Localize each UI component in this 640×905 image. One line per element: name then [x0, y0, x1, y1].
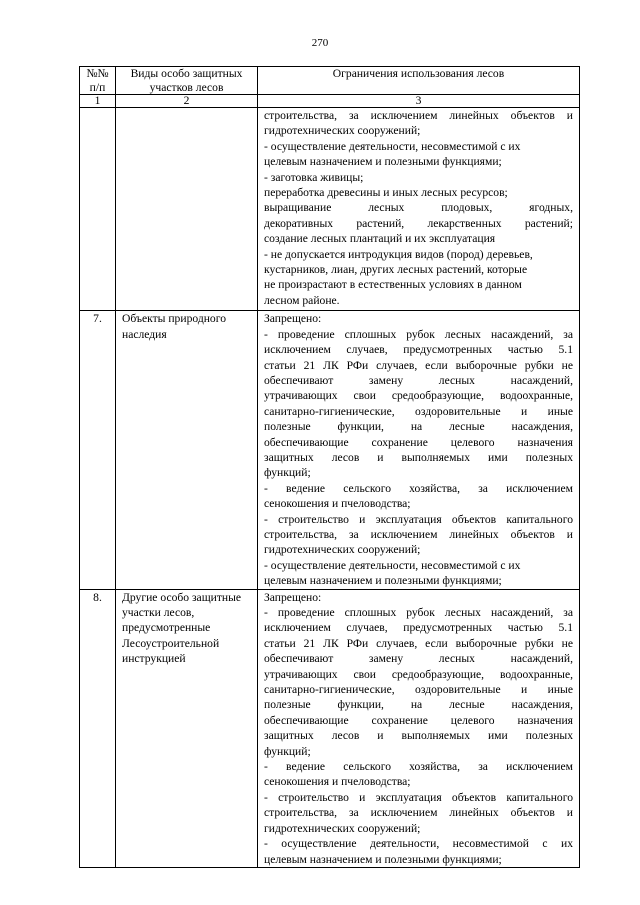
restriction-line: целевым назначением и полезными функциями;	[264, 155, 502, 169]
restriction-line: статьи 21 ЛК РФи случаев, если выборочные рубки не	[264, 636, 573, 650]
restriction-line: выращивание лесных плодовых, ягодных,	[264, 201, 573, 215]
restriction-line: утрачивающих свои средообразующие, водоохранные,	[264, 667, 573, 681]
restriction-line: исключением случаев, предусмотренных частью 5.1	[264, 621, 573, 635]
restriction-line: обеспечивают замену лесных насаждений,	[264, 652, 573, 666]
row-restrictions	[258, 311, 580, 589]
header-restrictions: Ограничения использования лесов	[258, 67, 580, 95]
row-number: 8.	[80, 589, 116, 867]
row-restrictions	[258, 108, 580, 311]
restriction-line: - строительство и эксплуатация объектов капитального	[264, 790, 573, 804]
restriction-line: - осуществление деятельности, несовместимой с их	[264, 837, 573, 851]
column-number: 1	[80, 95, 116, 108]
page-number: 270	[311, 37, 329, 49]
restriction-line: целевым назначением и полезными функциями;	[264, 574, 502, 588]
restriction-line: лесном районе.	[264, 293, 340, 307]
restriction-line: полезные функции, на лесные насаждения,	[264, 420, 573, 434]
restriction-line: полезные функции, на лесные насаждения,	[264, 698, 573, 712]
restriction-line: - ведение сельского хозяйства, за исключением	[264, 481, 573, 495]
restriction-line: обеспечивают замену лесных насаждений,	[264, 373, 573, 387]
row-number: 7.	[80, 311, 116, 589]
row-kind: Другие особо защитные участки лесов, предусмотренные Лесоустроительной инструкцией	[116, 589, 258, 867]
table-row	[80, 311, 580, 589]
table-row	[80, 589, 580, 867]
restriction-line: гидротехнических сооружений;	[264, 821, 421, 835]
restriction-line: не произрастают в естественных условиях в данном	[264, 278, 522, 292]
table-header-row	[80, 67, 580, 95]
restriction-line: - осуществление деятельности, несовместимой с их	[264, 558, 521, 572]
restriction-line: статьи 21 ЛК РФи случаев, если выборочные рубки не	[264, 358, 573, 372]
restriction-line: гидротехнических сооружений;	[264, 124, 421, 138]
restriction-line: санитарно-гигиенические, оздоровительные и иные	[264, 404, 573, 418]
column-number: 3	[258, 95, 580, 108]
restriction-line: Запрещено:	[264, 590, 322, 604]
row-kind: Объекты природного наследия	[116, 311, 258, 589]
restriction-line: обеспечивающие сохранение целевого назначения	[264, 435, 573, 449]
row-kind	[116, 108, 258, 311]
restriction-line: - проведение сплошных рубок лесных насаждений, за	[264, 327, 573, 341]
restriction-line: сенокошения и пчеловодства;	[264, 497, 411, 511]
restriction-line: строительства, за исключением линейных объектов и	[264, 109, 573, 122]
restriction-line: строительства, за исключением линейных объектов и	[264, 806, 573, 820]
restriction-line: переработка древесины и иных лесных ресурсов;	[264, 186, 508, 200]
column-number: 2	[116, 95, 258, 108]
restriction-line: целевым назначением и полезными функциями;	[264, 852, 502, 866]
table-row	[80, 108, 580, 311]
restriction-line: обеспечивающие сохранение целевого назначения	[264, 713, 573, 727]
restriction-line: гидротехнических сооружений;	[264, 543, 421, 557]
restriction-line: - ведение сельского хозяйства, за исключением	[264, 760, 573, 774]
column-number-row	[80, 95, 580, 108]
restriction-line: исключением случаев, предусмотренных частью 5.1	[264, 343, 573, 357]
restriction-line: - строительство и эксплуатация объектов капитального	[264, 512, 573, 526]
restriction-line: защитных лесов и выполняемых ими полезных	[264, 729, 573, 743]
row-restrictions	[258, 589, 580, 867]
restriction-line: строительства, за исключением линейных объектов и	[264, 527, 573, 541]
restriction-line: санитарно-гигиенические, оздоровительные и иные	[264, 683, 573, 697]
restriction-line: кустарников, лиан, других лесных растений, которые	[264, 263, 528, 277]
row-number	[80, 108, 116, 311]
restriction-line: утрачивающих свои средообразующие, водоохранные,	[264, 389, 573, 403]
restriction-line: создание лесных плантаций и их эксплуатация	[264, 232, 496, 246]
restriction-line: функций;	[264, 466, 311, 480]
restriction-line: защитных лесов и выполняемых ими полезных	[264, 450, 573, 464]
restriction-line: сенокошения и пчеловодства;	[264, 775, 411, 789]
restriction-line: - проведение сплошных рубок лесных насаждений, за	[264, 606, 573, 619]
restriction-line: - осуществление деятельности, несовместимой с их	[264, 139, 521, 153]
header-number: №№ п/п	[80, 67, 116, 95]
restriction-line: - заготовка живицы;	[264, 170, 364, 184]
restriction-line: функций;	[264, 744, 311, 758]
restriction-line: - не допускается интродукция видов (пород) деревьев,	[264, 247, 533, 261]
forest-restrictions-table	[79, 66, 580, 868]
header-kind: Виды особо защитных участков лесов	[116, 67, 258, 95]
restriction-line: декоративных растений, лекарственных растений;	[264, 216, 573, 230]
restriction-line: Запрещено:	[264, 312, 322, 326]
